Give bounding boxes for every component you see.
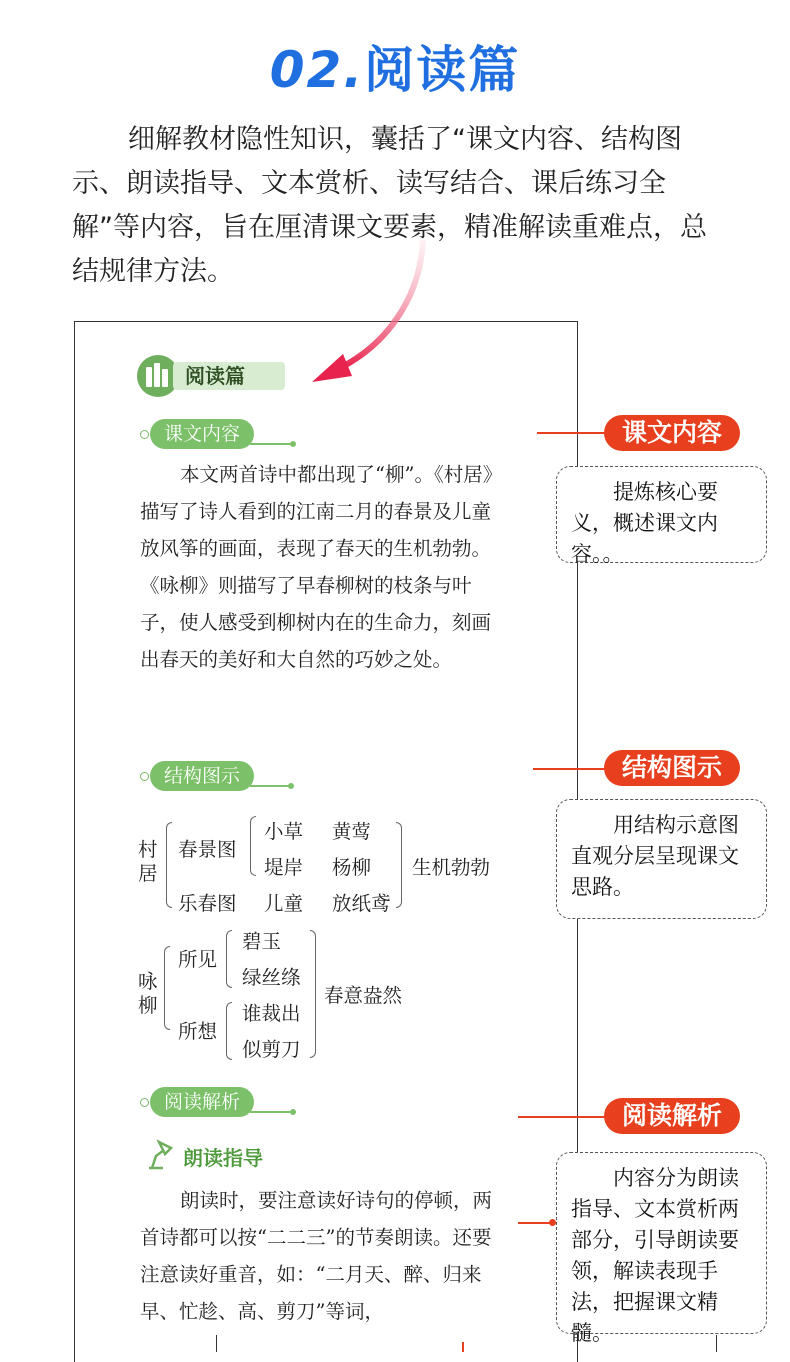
lamp-icon	[143, 1138, 175, 1172]
intro-text: 细解教材隐性知识，囊括了“课文内容、结构图示、朗读指导、文本赏析、读写结合、课后练习全解”等内容，旨在厘清课文要素，精准解读重难点，总结规律方法。	[72, 124, 707, 287]
diagram2-item: 碧玉	[242, 930, 282, 953]
structure-diagram-2	[138, 922, 518, 1062]
diagram1-branch2: 乐春图	[178, 892, 237, 915]
analysis-text: 朗读时，要注意读好诗句的停顿，两首诗都可以按“二二三”的节奏朗读。还要注意读好重音，如：“二月天、醉、归来早、忙趁、高、剪刀”等词，	[140, 1189, 493, 1323]
diagram2-conclusion: 春意盎然	[324, 984, 403, 1007]
title-number: 02.	[269, 41, 365, 99]
content-label-row	[140, 419, 300, 449]
diagram2-branch1: 所见	[178, 948, 218, 971]
diagram2-item: 似剪刀	[242, 1038, 301, 1061]
intro-paragraph	[72, 118, 722, 294]
diagram1-item: 堤岸	[264, 856, 304, 879]
diagram1-root: 村居	[138, 838, 158, 885]
content-text: 本文两首诗中都出现了“柳”。《村居》描写了诗人看到的江南二月的春景及儿童放风筝的画面，表现了春天的生机勃勃。《咏柳》则描写了早春柳树的枝条与叶子，使人感受到柳树内在的生命力，刻画出春天的美好和大自然的巧妙之处。	[140, 463, 503, 671]
callout-note-analysis	[556, 1152, 767, 1345]
diagram1-item: 黄莺	[332, 820, 372, 843]
analysis-label: 阅读解析	[150, 1087, 254, 1117]
callout-connector-dot	[549, 1219, 556, 1226]
callout-note-text: 提炼核心要义，概述课文内容。。	[571, 480, 718, 566]
title-text: 阅读篇	[364, 41, 521, 99]
callout-note-content	[556, 466, 767, 566]
diagram2-branch2: 所想	[178, 1020, 218, 1043]
structure-label-row	[140, 761, 300, 791]
callout-note-text: 内容分为朗读指导、文本赏析两部分，引导朗读要领，解读表现手法，把握课文精髓。	[571, 1166, 739, 1345]
diagram1-conclusion: 生机勃勃	[412, 856, 491, 879]
main-title	[0, 30, 790, 102]
diagram1-branch1: 春景图	[178, 838, 237, 861]
diagram1-item: 杨柳	[332, 856, 372, 879]
diagram1-item: 小草	[264, 820, 304, 843]
structure-label: 结构图示	[150, 761, 254, 791]
callout-tag-content: 课文内容	[604, 415, 740, 451]
diagram1-item: 放纸鸢	[332, 892, 391, 915]
reading-guide-title: 朗读指导	[183, 1146, 263, 1170]
diagram2-item: 绿丝绦	[242, 966, 301, 989]
diagram1-item: 儿童	[264, 892, 304, 915]
callout-note-text: 用结构示意图直观分层呈现课文思路。	[571, 813, 739, 899]
structure-diagram-1	[138, 810, 518, 920]
content-text-block	[140, 456, 508, 678]
callout-tag-structure: 结构图示	[604, 750, 740, 786]
page-section-title: 阅读篇	[173, 362, 285, 390]
reading-guide-header	[143, 1138, 263, 1172]
content-label: 课文内容	[150, 419, 254, 449]
analysis-text-block	[140, 1182, 508, 1330]
analysis-label-row	[140, 1087, 300, 1117]
callout-note-structure	[556, 799, 767, 919]
diagram2-root: 咏柳	[138, 970, 158, 1017]
callout-tag-analysis: 阅读解析	[604, 1098, 740, 1134]
diagram2-item: 谁裁出	[242, 1002, 301, 1025]
